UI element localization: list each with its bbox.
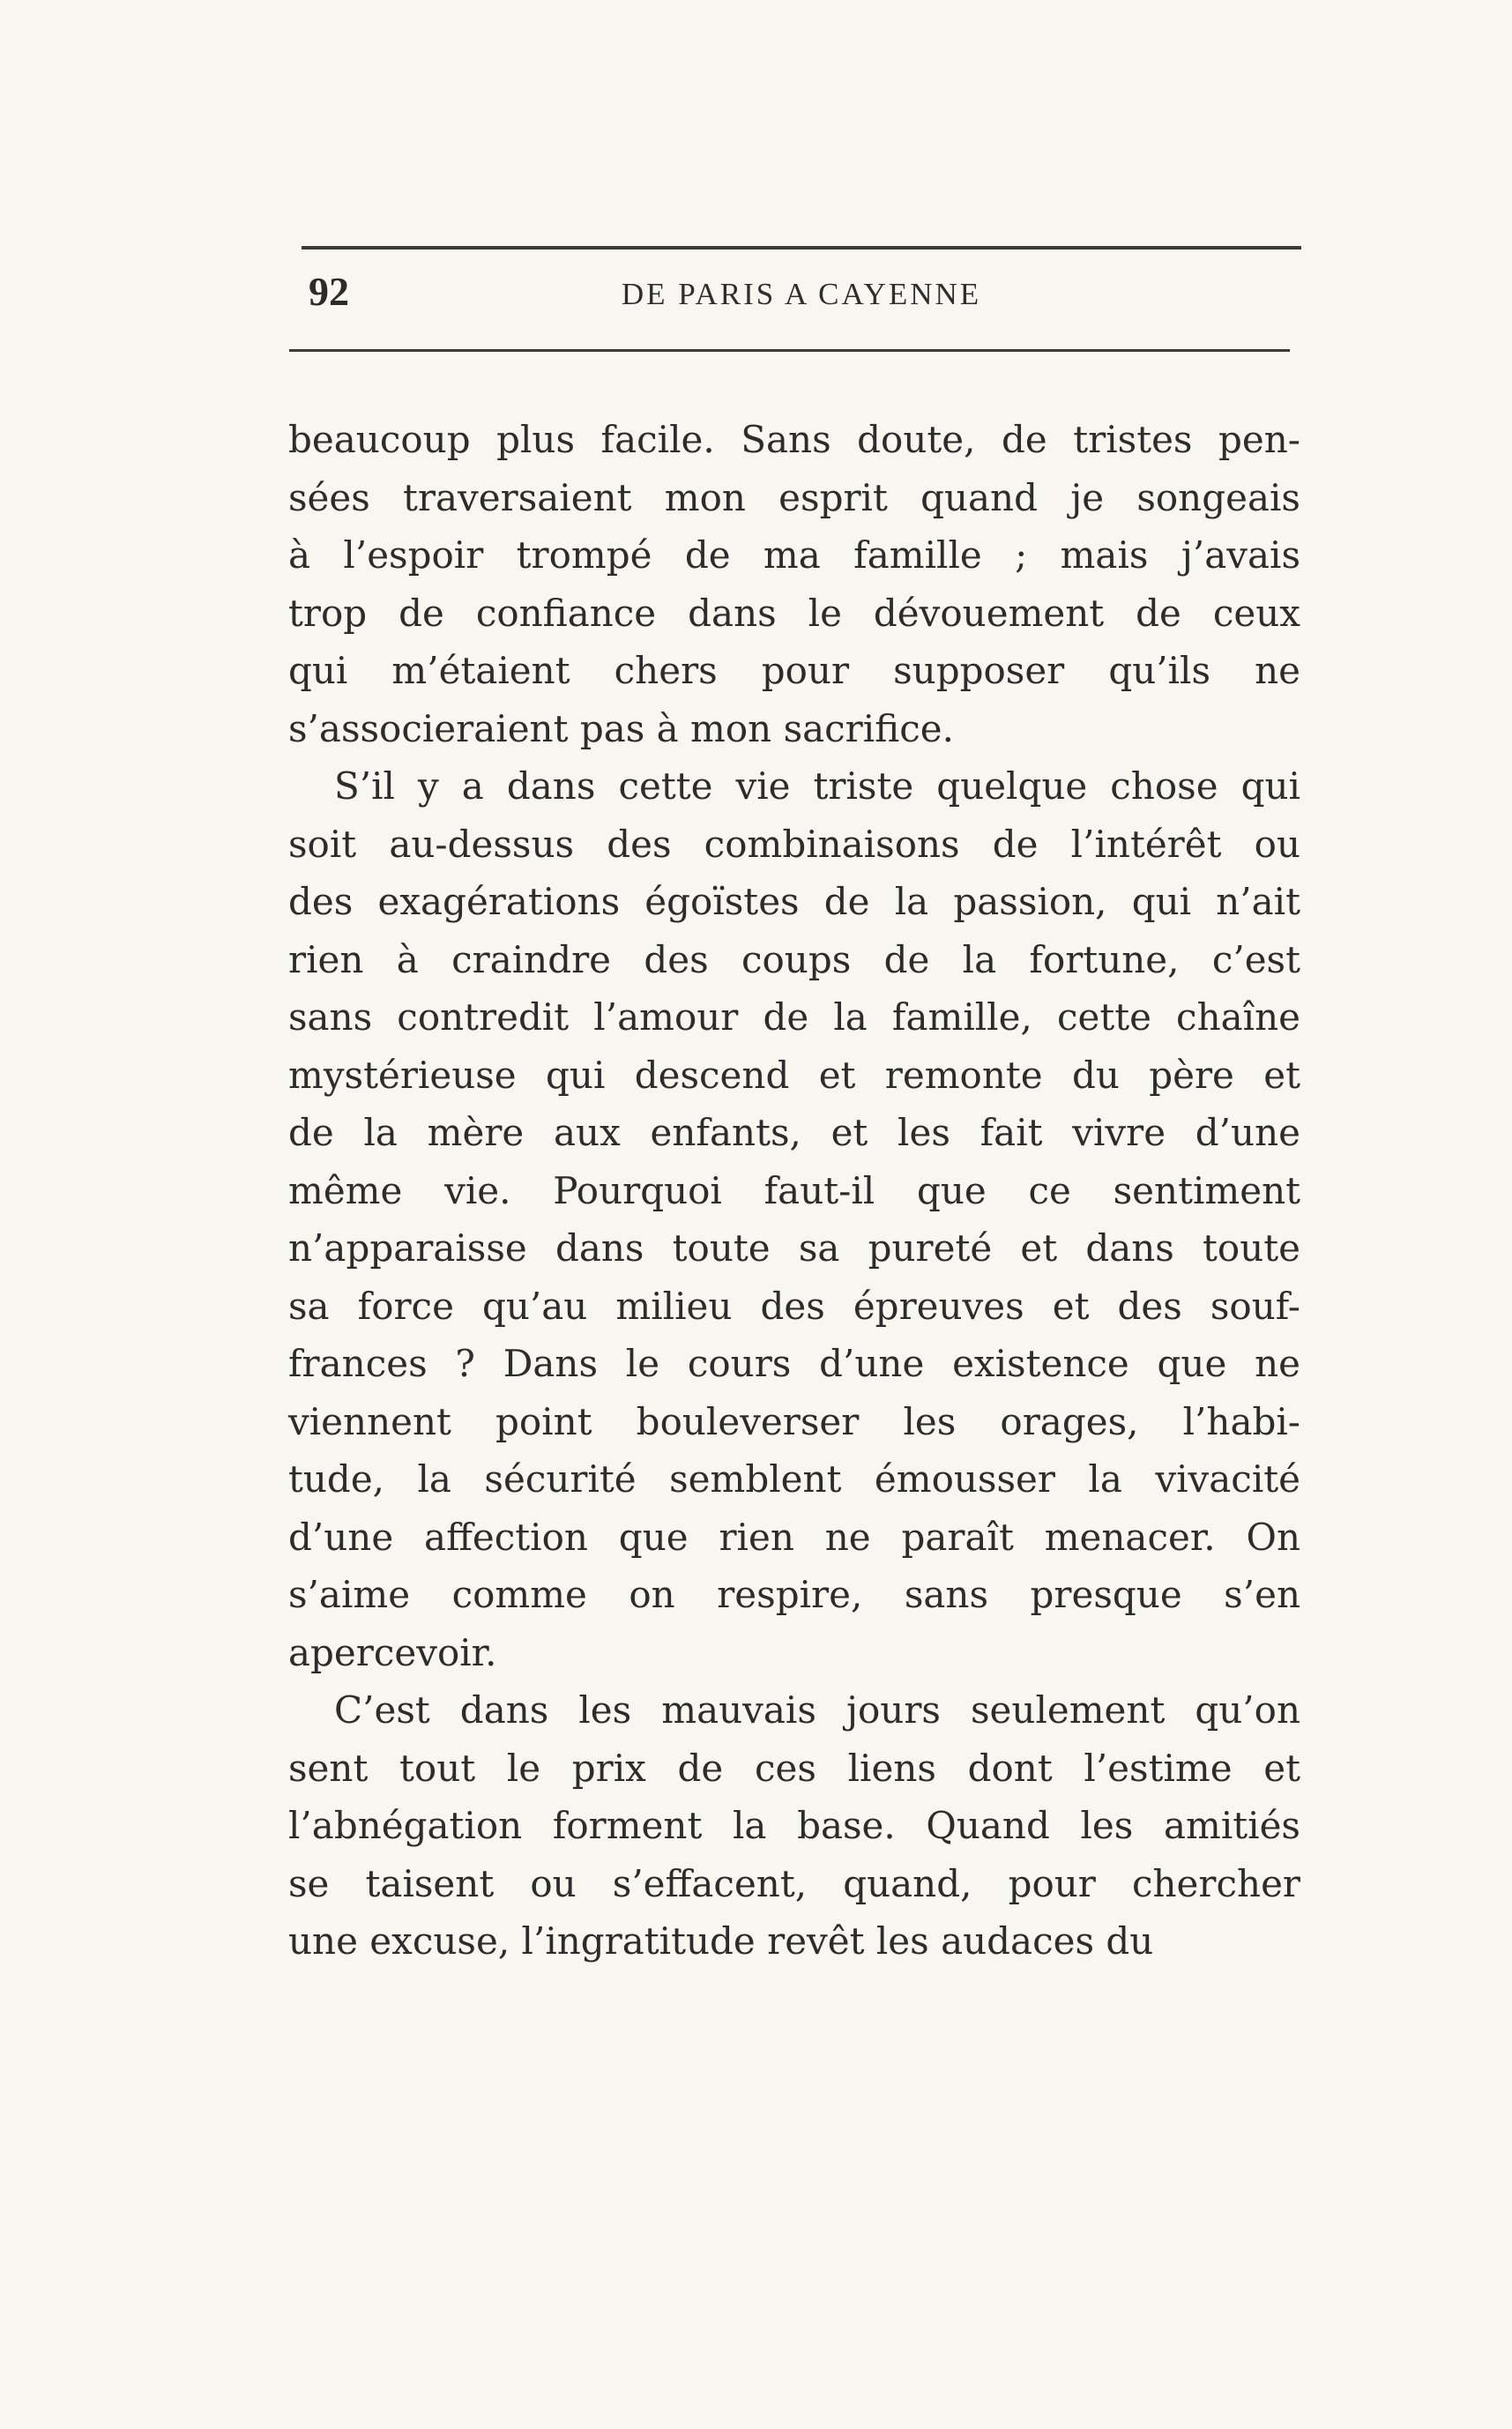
text-line: S’il y a dans cette vie triste quelque chose qui xyxy=(334,764,1300,808)
text-line: à l’espoir trompé de ma famille ; mais j’avais xyxy=(288,533,1300,577)
text-line: tude, la sécurité semblent émousser la vivacité xyxy=(288,1457,1300,1501)
text-line: même vie. Pourquoi faut-il que ce sentiment xyxy=(288,1168,1300,1212)
text-line: se taisent ou s’effacent, quand, pour chercher xyxy=(288,1861,1300,1905)
text-line: mystérieuse qui descend et remonte du père et xyxy=(288,1053,1300,1097)
running-title: DE PARIS A CAYENNE xyxy=(621,277,982,311)
paragraph xyxy=(288,757,1300,1681)
text-line: C’est dans les mauvais jours seulement qu’on xyxy=(334,1688,1300,1732)
text-line: l’abnégation forment la base. Quand les amitiés xyxy=(288,1804,1300,1847)
text-line: frances ? Dans le cours d’une existence que ne xyxy=(288,1342,1300,1385)
paragraph xyxy=(288,411,1300,757)
text-line: n’apparaisse dans toute sa pureté et dans toute xyxy=(288,1226,1300,1270)
text-line: s’associeraient pas à mon sacrifice. xyxy=(288,706,954,750)
text-line: trop de confiance dans le dévouement de ceux xyxy=(288,591,1300,635)
header-rule-bottom xyxy=(289,349,1290,352)
text-line: apercevoir. xyxy=(288,1630,497,1674)
text-line: sent tout le prix de ces liens dont l’estime et xyxy=(288,1746,1300,1790)
body-text xyxy=(288,411,1300,1971)
text-line: sées traversaient mon esprit quand je songeais xyxy=(288,475,1300,519)
text-line: soit au-dessus des combinaisons de l’intérêt ou xyxy=(288,822,1300,866)
page-number: 92 xyxy=(309,269,349,314)
text-line: sa force qu’au milieu des épreuves et des souf- xyxy=(288,1284,1300,1328)
text-line: une excuse, l’ingratitude revêt les audaces du xyxy=(288,1919,1154,1963)
text-line: beaucoup plus facile. Sans doute, de tristes pen- xyxy=(288,418,1300,461)
running-header xyxy=(302,265,1301,328)
paragraph xyxy=(288,1681,1300,1971)
text-line: rien à craindre des coups de la fortune, c’est xyxy=(288,937,1300,981)
header-rule-top xyxy=(302,246,1301,250)
text-line: s’aime comme on respire, sans presque s’en xyxy=(288,1573,1300,1616)
text-line: qui m’étaient chers pour supposer qu’ils ne xyxy=(288,649,1300,692)
text-line: sans contredit l’amour de la famille, cette chaîne xyxy=(288,995,1300,1039)
text-line: viennent point bouleverser les orages, l’habi- xyxy=(288,1399,1300,1443)
text-line: d’une affection que rien ne paraît menacer. On xyxy=(288,1515,1300,1559)
text-line: des exagérations égoïstes de la passion, qui n’ait xyxy=(288,880,1300,923)
text-line: de la mère aux enfants, et les fait vivre d’une xyxy=(288,1111,1300,1154)
